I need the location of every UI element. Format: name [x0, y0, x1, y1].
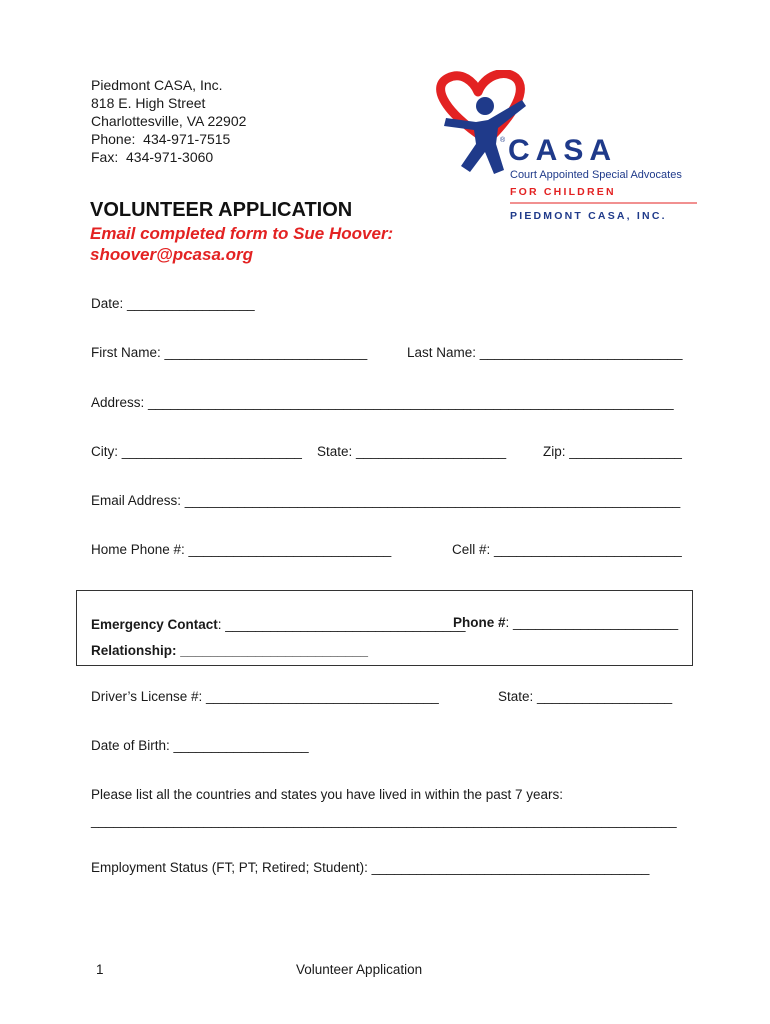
employment-status-field[interactable]: Employment Status (FT; PT; Retired; Student): _____________________________________	[91, 860, 650, 875]
for-children-label: FOR CHILDREN	[510, 186, 616, 198]
date-field[interactable]: Date: _________________	[91, 296, 255, 311]
first-name-field[interactable]: First Name: ___________________________	[91, 345, 368, 360]
cell-phone-field[interactable]: Cell #: _________________________	[452, 542, 682, 557]
zip-field[interactable]: Zip: _______________	[543, 444, 682, 459]
casa-wordmark: CASA	[508, 134, 618, 167]
chapter-label: PIEDMONT CASA, INC.	[510, 210, 667, 222]
countries-line[interactable]: ______________________________________________________________________________	[91, 813, 677, 828]
emergency-phone-label: Phone #	[453, 615, 506, 630]
relationship-field[interactable]: Relationship: _________________________	[91, 643, 368, 658]
emergency-contact-line[interactable]: : ________________________________	[217, 617, 466, 632]
state-field[interactable]: State: ____________________	[317, 444, 507, 459]
home-phone-field[interactable]: Home Phone #: ___________________________	[91, 542, 392, 557]
emergency-phone-line[interactable]: : ______________________	[505, 615, 679, 630]
casa-logo	[430, 70, 710, 245]
last-name-field[interactable]: Last Name: ___________________________	[407, 345, 683, 360]
org-fax: Fax: 434-971-3060	[91, 149, 214, 165]
page-title: VOLUNTEER APPLICATION	[90, 199, 353, 221]
emergency-contact-field[interactable]	[91, 617, 466, 632]
casa-logo-graphic	[430, 70, 710, 245]
org-name: Piedmont CASA, Inc.	[91, 77, 223, 93]
countries-prompt: Please list all the countries and states you have lived in within the past 7 years:	[91, 787, 564, 802]
org-city: Charlottesville, VA 22902	[91, 113, 247, 129]
emergency-phone-field[interactable]	[453, 615, 678, 630]
dl-state-field[interactable]: State: __________________	[498, 689, 673, 704]
footer-title: Volunteer Application	[296, 962, 423, 977]
city-field[interactable]: City: ________________________	[91, 444, 302, 459]
registered-mark: ®	[500, 137, 506, 144]
casa-tagline: Court Appointed Special Advocates	[510, 169, 682, 181]
date-of-birth-field[interactable]: Date of Birth: __________________	[91, 738, 309, 753]
drivers-license-field[interactable]: Driver’s License #: _______________________________	[91, 689, 439, 704]
emergency-contact-label: Emergency Contact	[91, 617, 218, 632]
email-address-field[interactable]: Email Address: __________________________________________________________________	[91, 493, 681, 508]
org-street: 818 E. High Street	[91, 95, 206, 111]
org-phone: Phone: 434-971-7515	[91, 131, 231, 147]
email-note-line2[interactable]: shoover@pcasa.org	[90, 245, 254, 264]
email-note-line1: Email completed form to Sue Hoover:	[90, 224, 394, 243]
address-field[interactable]: Address: ______________________________________________________________________	[91, 395, 674, 410]
page-number: 1	[96, 962, 104, 977]
